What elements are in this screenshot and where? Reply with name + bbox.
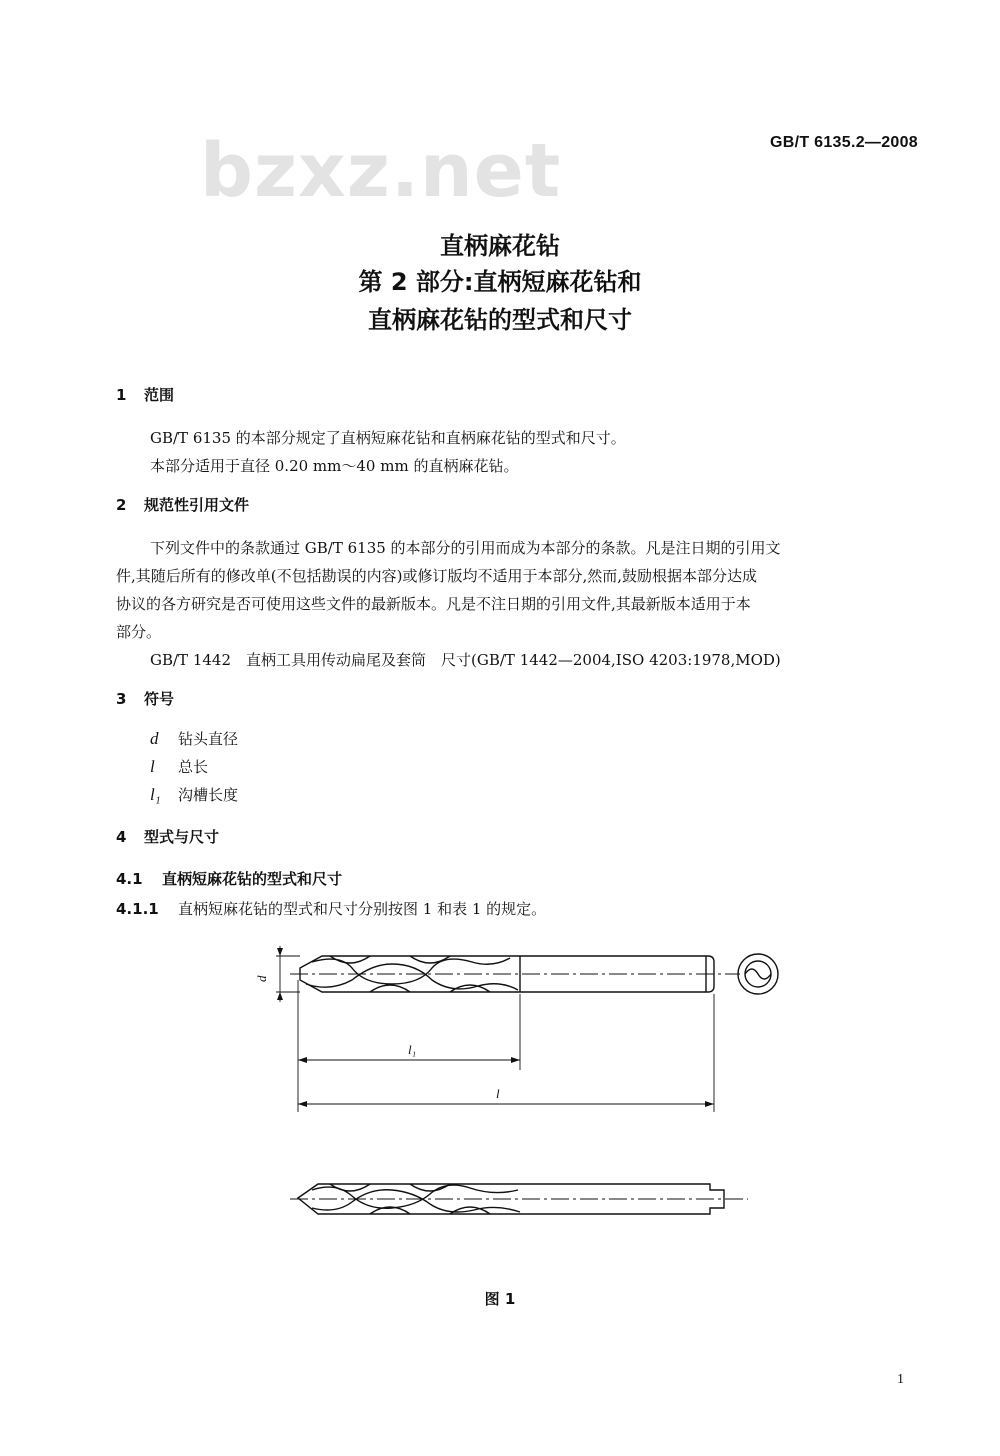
section-1-paragraph-1: GB/T 6135 的本部分规定了直柄短麻花钻和直柄麻花钻的型式和尺寸。: [150, 429, 626, 447]
flute-helix: [330, 1184, 370, 1191]
section-number: 1: [116, 386, 127, 404]
arrow: [277, 992, 283, 1000]
section-2-line-1: 下列文件中的条款通过 GB/T 6135 的本部分的引用而成为本部分的条款。凡是注日期的引用文: [150, 539, 781, 557]
normative-reference: GB/T 1442 直柄工具用传动扁尾及套筒 尺寸(GB/T 1442—2004,ISO 4203:1978,MOD): [150, 651, 781, 669]
title-line-3: 直柄麻花钻的型式和尺寸: [368, 306, 632, 334]
section-2-line-3: 协议的各方研究是否可使用这些文件的最新版本。凡是不注日期的引用文件,其最新版本适用于本: [116, 595, 751, 613]
symbol: d: [150, 729, 159, 748]
section-2-line-2: 件,其随后所有的修改单(不包括勘误的内容)或修订版均不适用于本部分,然而,鼓励根据本部分达成: [116, 567, 758, 585]
watermark: bzxz.net: [200, 128, 562, 214]
arrow: [277, 948, 283, 956]
subsection-4-1-heading: [116, 868, 342, 889]
symbol: l₁: [150, 785, 161, 804]
symbol: l: [150, 757, 155, 776]
subsection-title: 直柄短麻花钻的型式和尺寸: [162, 870, 343, 888]
arrow: [298, 1101, 307, 1107]
symbol-description: 钻头直径: [178, 730, 239, 748]
section-number: 4: [116, 828, 127, 846]
figure-1-drawing: [0, 940, 1000, 1240]
section-title: 符号: [144, 690, 175, 708]
subsection-number: 4.1: [116, 870, 143, 888]
figure-caption: 图 1: [484, 1290, 516, 1308]
section-1-paragraph-2: 本部分适用于直径 0.20 mm～40 mm 的直柄麻花钻。: [150, 457, 519, 475]
arrow: [705, 1101, 714, 1107]
dimension-label-l: l: [496, 1086, 500, 1101]
dimension-label-l1: l₁: [408, 1042, 417, 1057]
dimension-label-d: d: [254, 975, 269, 982]
section-title: 型式与尺寸: [144, 828, 220, 846]
symbol-item: [150, 784, 238, 805]
standard-code: GB/T 6135.2—2008: [770, 134, 918, 151]
section-4-heading: [116, 826, 219, 847]
symbol-description: 沟槽长度: [178, 786, 239, 804]
arrow: [511, 1057, 520, 1063]
section-2-heading: [116, 494, 249, 515]
symbol-item: [150, 728, 238, 749]
title-line-2: 第 2 部分:直柄短麻花钻和: [358, 268, 642, 296]
flute-helix: [312, 1190, 520, 1212]
flute-helix: [330, 956, 370, 963]
section-1-heading: [116, 384, 174, 405]
end-view-web: [745, 969, 771, 979]
clause-text: 直柄短麻花钻的型式和尺寸分别按图 1 和表 1 的规定。: [178, 900, 547, 918]
symbol-description: 总长: [178, 758, 209, 776]
section-2-line-4: 部分。: [116, 623, 162, 641]
section-title: 范围: [144, 386, 175, 404]
section-number: 2: [116, 496, 127, 514]
section-number: 3: [116, 690, 127, 708]
page-number: 1: [897, 1372, 904, 1387]
clause-4-1-1: [116, 898, 546, 919]
flute-helix: [410, 956, 450, 963]
flute-helix: [410, 1184, 450, 1191]
section-3-heading: [116, 688, 174, 709]
flute-helix: [312, 1185, 518, 1208]
flute-helix: [370, 985, 410, 992]
arrow: [298, 1057, 307, 1063]
clause-number: 4.1.1: [116, 900, 159, 918]
title-line-1: 直柄麻花钻: [440, 232, 560, 260]
symbol-item: [150, 756, 208, 777]
section-title: 规范性引用文件: [144, 496, 250, 514]
flute-helix: [306, 964, 518, 990]
